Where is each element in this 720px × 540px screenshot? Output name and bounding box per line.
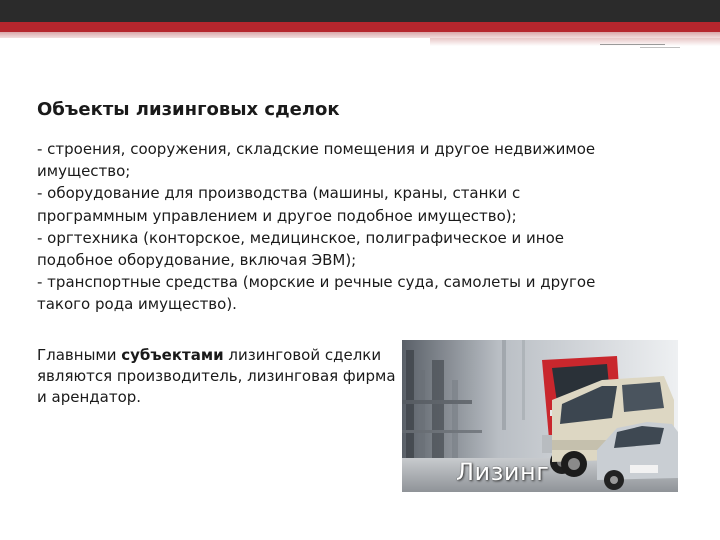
slide-title: Объекты лизинговых сделок [37,99,340,120]
top-dark-bar [0,0,720,22]
photo-caption: Лизинг [456,458,550,486]
object-item: - оборудование для производства (машины, краны, станки с программным управлением и другое подобное имущество); [37,184,521,225]
subjects-paragraph [37,345,397,408]
object-item: - оргтехника (конторское, медицинское, полиграфическое и иное подобное оборудование, включая ЭВМ); [37,228,564,270]
top-shade-strip-right [430,38,720,46]
leasing-vehicles-photo [402,340,678,492]
subjects-prefix: Главными [37,346,122,364]
top-red-band [0,22,720,32]
decor-line [600,44,665,45]
subjects-suffix: лизинговой сделки являются производитель, лизинговая фирма и арендатор. [37,346,396,406]
object-item: - строения, сооружения, складские помещения и другое недвижимое имущество; [37,140,596,181]
object-item: - транспортные средства (морские и речные суда, самолеты и другое такого рода имущество). [37,273,596,314]
objects-list [37,138,597,316]
decor-line-short [640,47,680,48]
subjects-keyword: субъектами [121,346,224,364]
